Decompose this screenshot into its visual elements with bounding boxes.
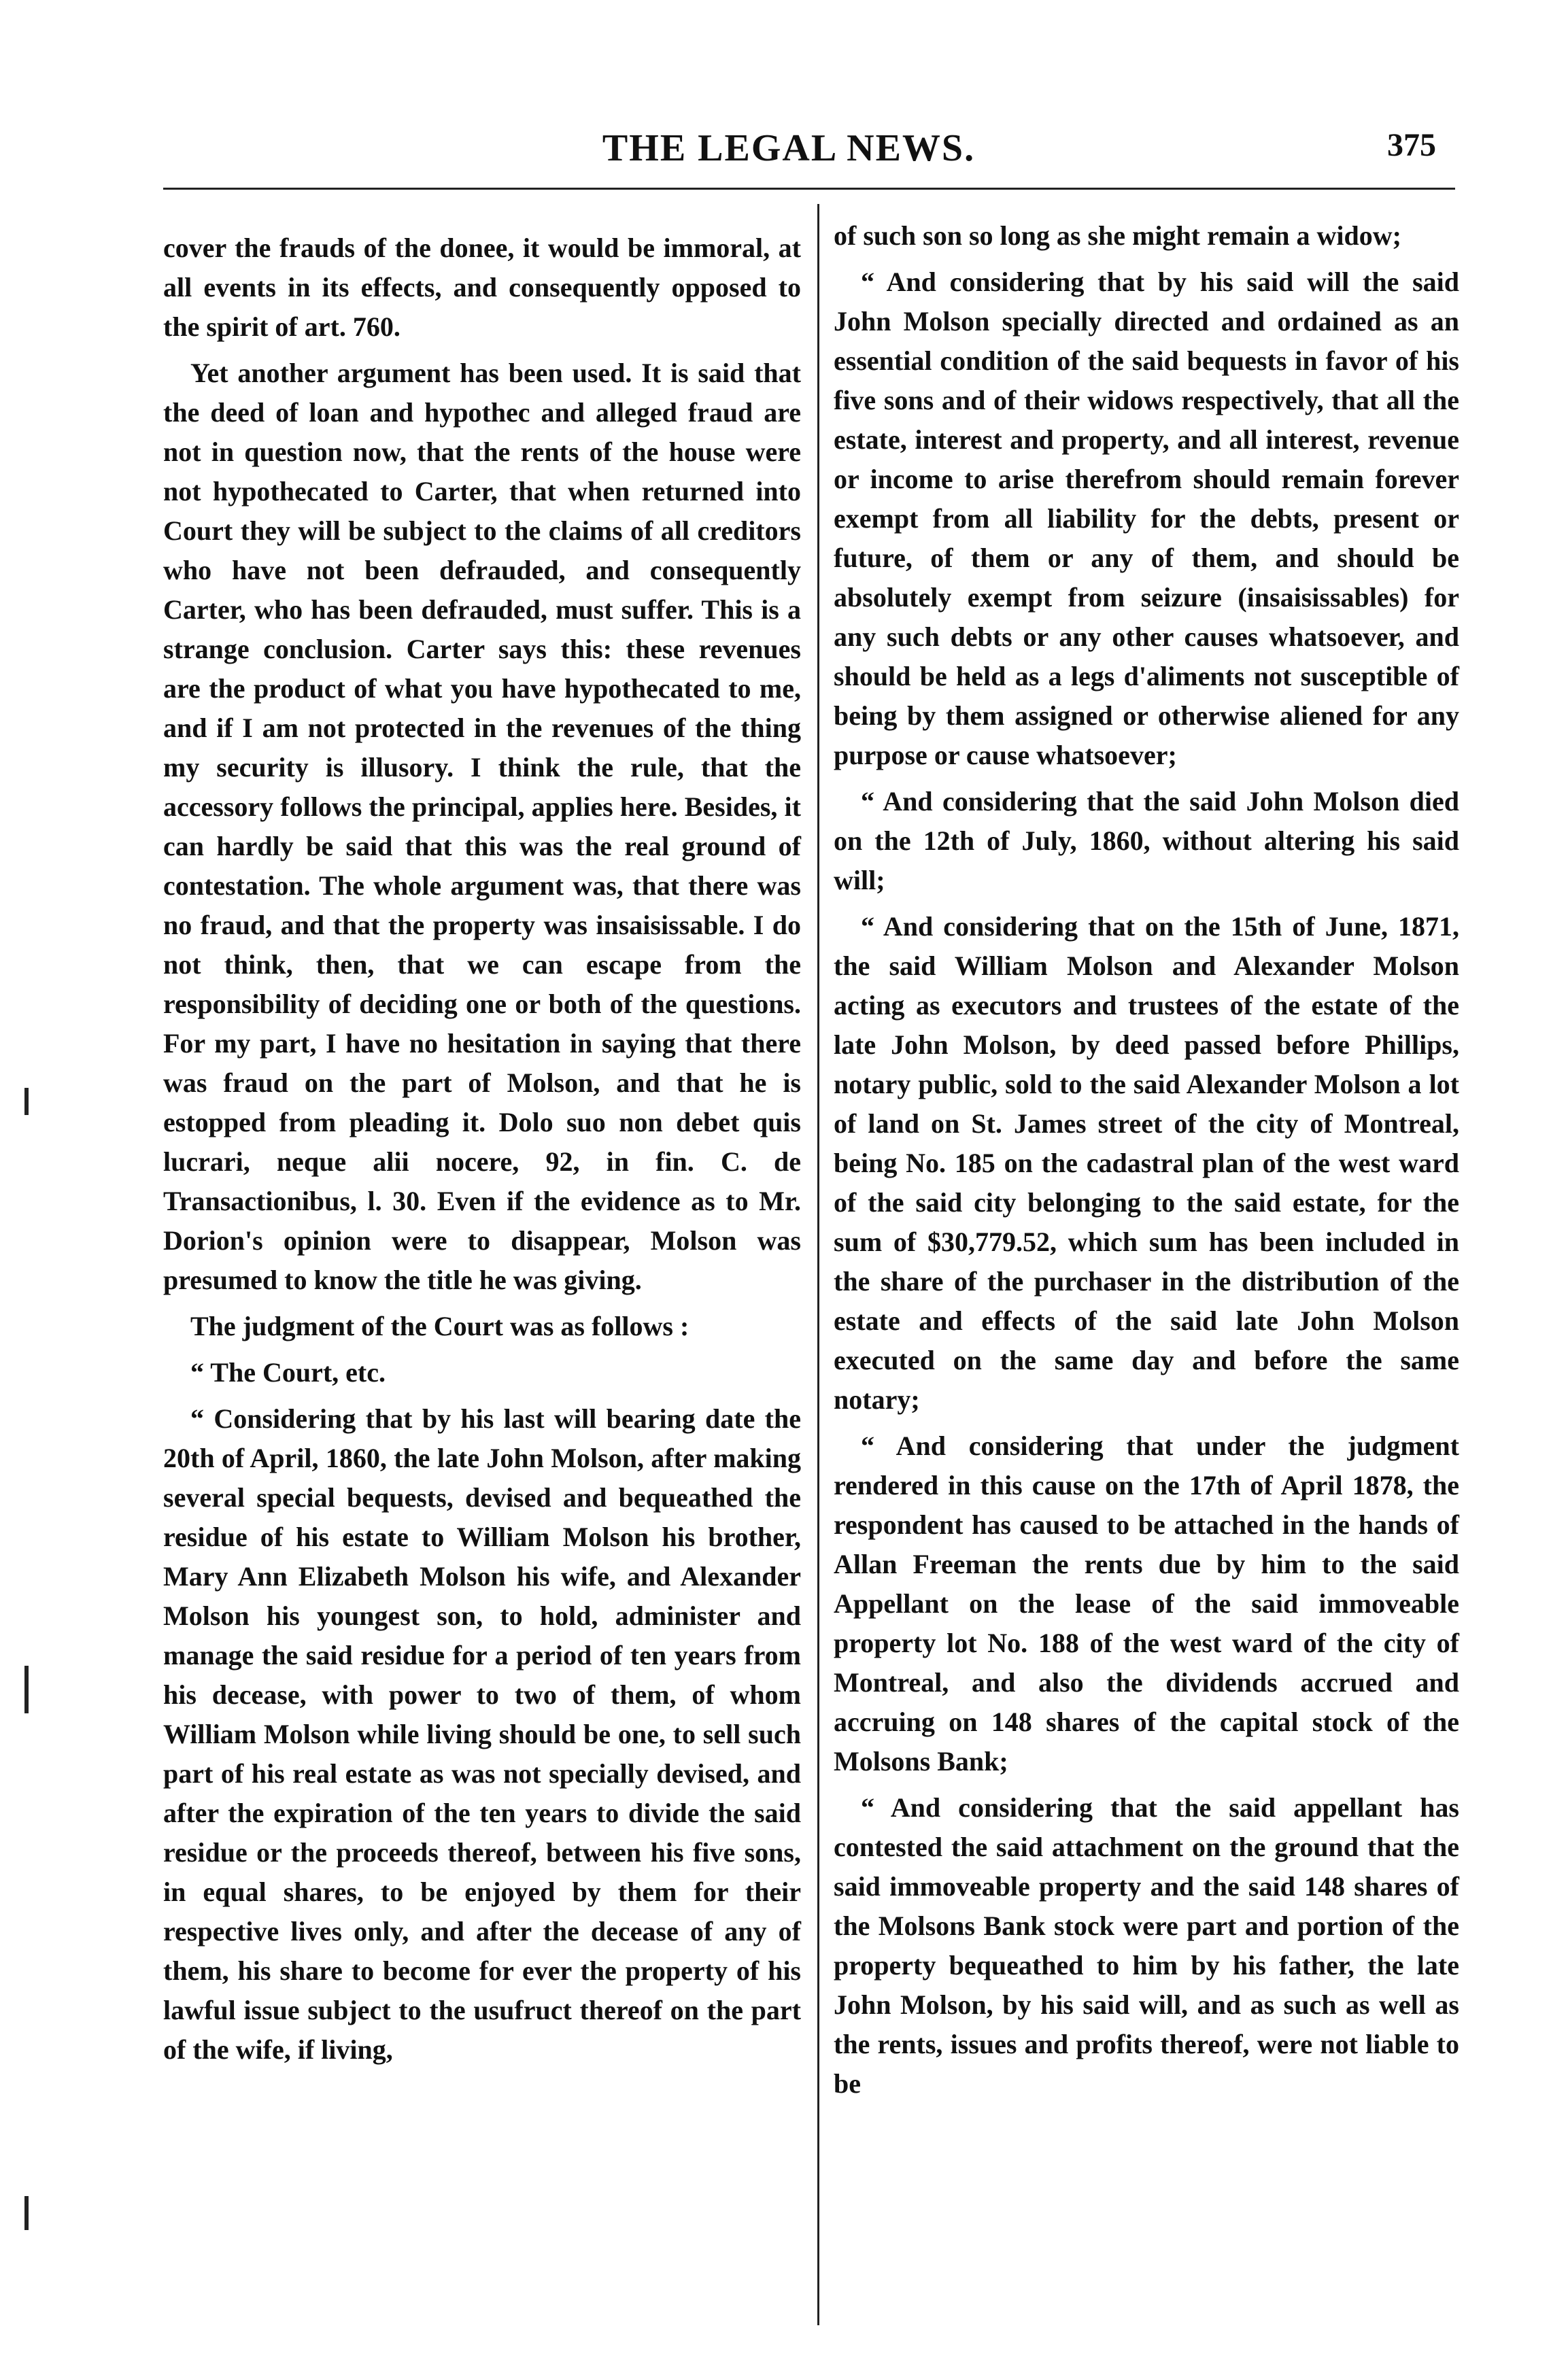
page-number: 375 bbox=[1387, 127, 1436, 163]
paragraph: “ And considering that by his said will the said John Molson specially directed and ordained as an essential condition of the said bequests in favor of his five sons and of their widows respectively, that all the estate, interest and property, and all interest, revenue or income to arise therefrom should remain forever exempt from all liability for the debts, present or future, of them or any of them, and should be absolutely exempt from seizure (insaisissables) for any such debts or any other causes whatsoever, and should be held as a legs d'aliments not susceptible of being by them assigned or otherwise aliened for any purpose or cause whatsoever; bbox=[834, 267, 1459, 770]
left-column bbox=[163, 228, 801, 2076]
paragraph: cover the frauds of the donee, it would be immoral, at all events in its effects, and consequently opposed to the spirit of art. 760. bbox=[163, 233, 801, 342]
journal-title: THE LEGAL NEWS. bbox=[602, 127, 976, 169]
paragraph: Yet another argument has been used. It is said that the deed of loan and hypothec and alleged fraud are not in question now, that the rents of the house were not hypothecated to Carter, that when returned into Court they will be subject to the claims of all creditors who have not been defrauded, and consequently Carter, who has been defrauded, must suffer. This is a strange conclusion. Carter says this: these revenues are the product of what you have hypothecated to me, and if I am not protected in the revenues of the thing my security is illusory. I think the rule, that the accessory follows the principal, applies here. Besides, it can hardly be said that this was the real ground of contestation. The whole argument was, that there was no fraud, and that the property was insaisissable. I do not think, then, that we can escape from the responsibility of deciding one or both of the questions. For my part, I have no hesitation in saying that there was fraud on the part of Molson, and that he is estopped from pleading it. Dolo suo non debet quis lucrari, neque alii nocere, 92, in fin. C. de Transactionibus, l. 30. Even if the evidence as to Mr. Dorion's opinion were to disappear, Molson was presumed to know the title he was giving. bbox=[163, 358, 801, 1295]
margin-mark bbox=[24, 2196, 29, 2230]
paragraph: “ And considering that under the judgment rendered in this cause on the 17th of April 1878, the respondent has caused to be attached in the hands of Allan Freeman the rents due by him to the said Appellant on the lease of the said immoveable property lot No. 188 of the west ward of the city of Montreal, and also the dividends accrued and accruing on 148 shares of the capital stock of the Molsons Bank; bbox=[834, 1431, 1459, 1777]
header-rule bbox=[163, 188, 1455, 190]
right-column bbox=[834, 216, 1459, 2110]
column-divider bbox=[817, 204, 819, 2325]
paragraph: “ And considering that the said John Molson died on the 12th of July, 1860, without altering his said will; bbox=[834, 786, 1459, 895]
paragraph: of such son so long as she might remain a widow; bbox=[834, 220, 1401, 251]
paragraph: “ The Court, etc. bbox=[190, 1357, 386, 1388]
margin-mark bbox=[24, 1666, 29, 1713]
margin-mark bbox=[24, 1088, 29, 1115]
running-head bbox=[0, 126, 1568, 181]
paragraph: “ Considering that by his last will bearing date the 20th of April, 1860, the late John Molson, after making several special bequests, devised and bequeathed the residue of his estate to William Molson his brother, Mary Ann Elizabeth Molson his wife, and Alexander Molson his youngest son, to hold, administer and manage the said residue for a period of ten years from his decease, with power to two of them, of whom William Molson while living should be one, to sell such part of his real estate as was not specially devised, and after the expiration of the ten years to divide the said residue or the proceeds thereof, between his five sons, in equal shares, to be enjoyed by them for their respective lives only, and after the decease of any of them, his share to become for ever the property of his lawful issue subject to the usufruct thereof on the part of the wife, if living, bbox=[163, 1403, 801, 2065]
paragraph: “ And considering that on the 15th of June, 1871, the said William Molson and Alexander Molson acting as executors and trustees of the estate of the late John Molson, by deed passed before Phillips, notary public, sold to the said Alexander Molson a lot of land on St. James street of the city of Montreal, being No. 185 on the cadastral plan of the west ward of the said city belonging to the said estate, for the sum of $30,779.52, which sum has been included in the share of the purchaser in the distribution of the estate and effects of the said late John Molson executed on the same day and before the same notary; bbox=[834, 911, 1459, 1415]
paragraph: “ And considering that the said appellant has contested the said attachment on the ground that the said immoveable property and the said 148 shares of the Molsons Bank stock were part and portion of the property bequeathed to him by his father, the late John Molson, by his said will, and as such as well as the rents, issues and profits thereof, were not liable to be bbox=[834, 1792, 1459, 2099]
paragraph: The judgment of the Court was as follows : bbox=[190, 1311, 689, 1341]
